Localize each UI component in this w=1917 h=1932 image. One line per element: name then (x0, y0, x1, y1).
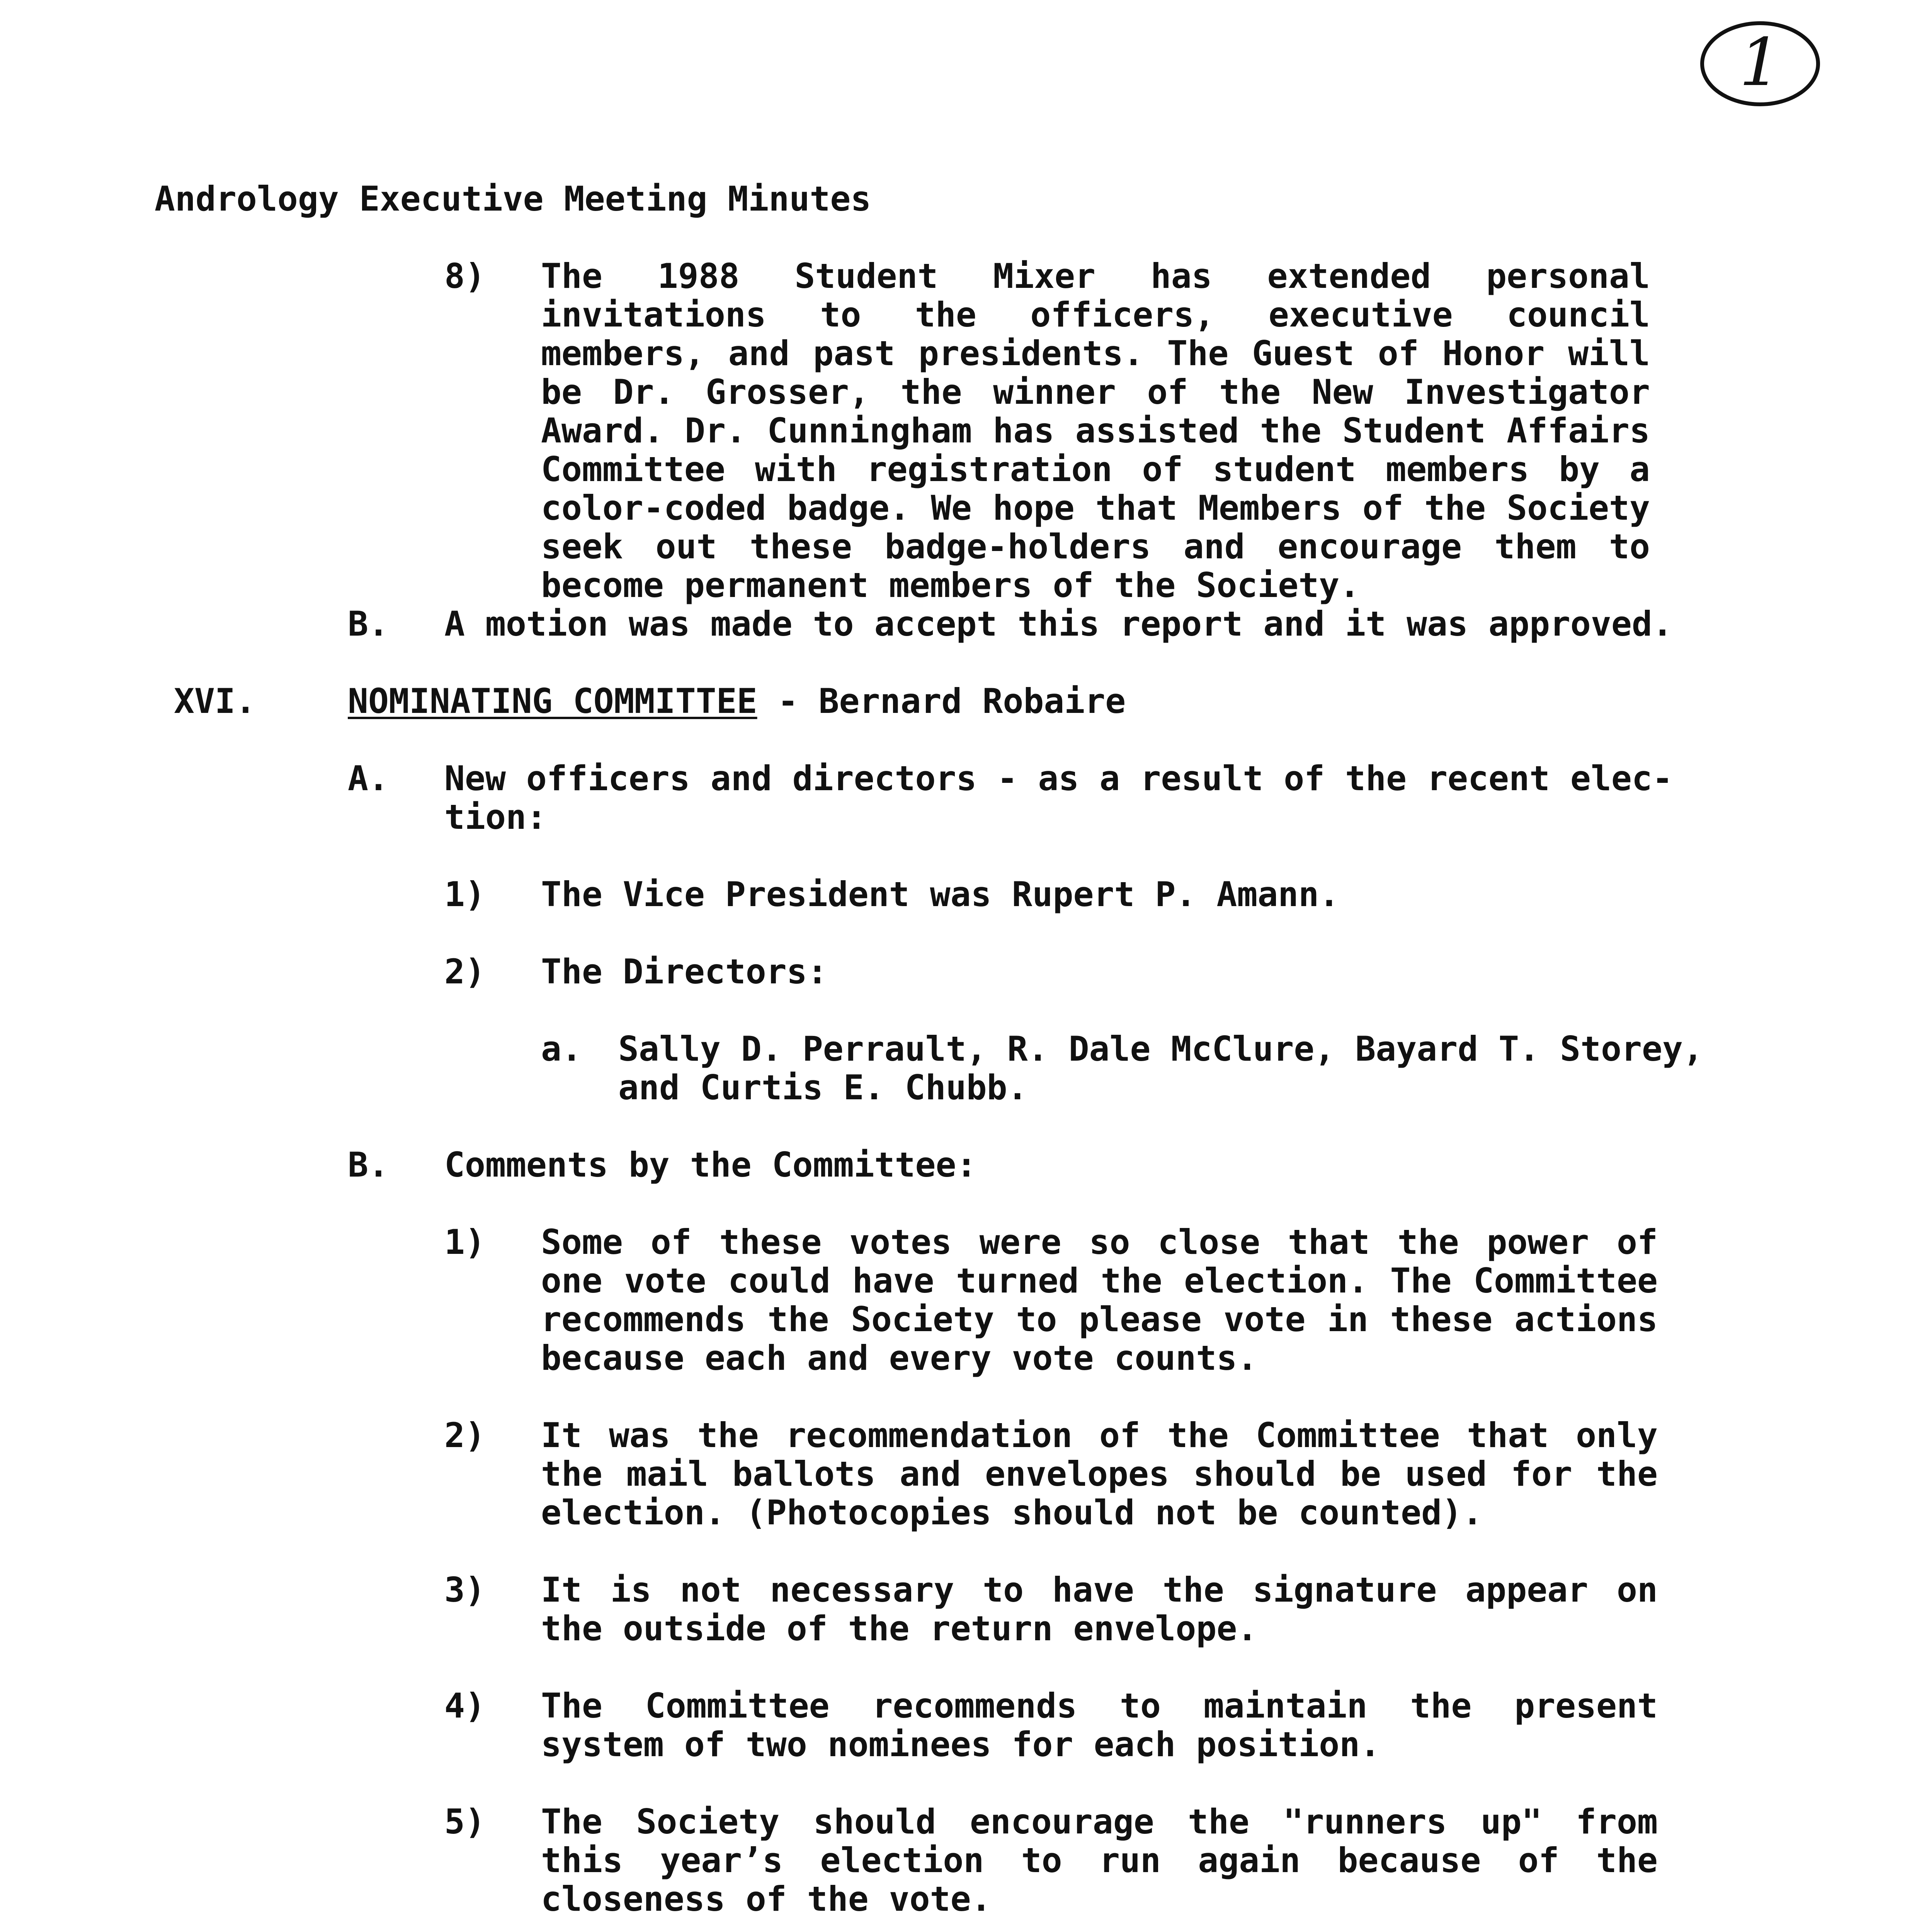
item-number: 4) (444, 1686, 485, 1726)
item-text: The 1988 Student Mixer has extended personal invitations to the officers, executive council members, and past presidents. The Guest of Honor will be Dr. Grosser, the winner of the New Investigator Award. Dr. Cunningham has assisted the Student Affairs Committee with registration of student members by a color-coded badge. We hope that Members of the Society seek out these badge-holders and encourage them to become permanent members of the Society. (541, 256, 1650, 605)
section-heading (348, 682, 1126, 721)
item-number: 8) (444, 256, 485, 296)
subsection-text: Comments by the Committee: (444, 1145, 977, 1185)
item-text: Some of these votes were so close that the power of one vote could have turned the election. The Committee recommends the Society to please vote in these actions because each and every vote counts. (541, 1222, 1658, 1378)
motion-label: B. (348, 604, 389, 644)
item-text: The Directors: (541, 952, 828, 992)
subsection-text-line1: New officers and directors - as a result of the recent elec- (444, 759, 1673, 798)
sub-item-text-line1: Sally D. Perrault, R. Dale McClure, Bayard T. Storey, (618, 1029, 1703, 1069)
item-text: It was the recommendation of the Committee that only the mail ballots and envelopes should be used for the election. (Photocopies should not be counted). (541, 1415, 1658, 1532)
item-text: The Committee recommends to maintain the present system of two nominees for each position. (541, 1686, 1658, 1764)
item-text: It is not necessary to have the signature appear on the outside of the return envelope. (541, 1570, 1658, 1648)
item-number: 1) (444, 1222, 485, 1262)
item-text: The Society should encourage the "runners up" from this year’s election to run again because of the closeness of the vote. (541, 1802, 1658, 1919)
sub-item-text-line2: and Curtis E. Chubb. (618, 1068, 1028, 1107)
subsection-label: B. (348, 1145, 389, 1185)
subsection-text-line2: tion: (444, 797, 547, 837)
section-title: NOMINATING COMMITTEE (348, 681, 757, 721)
circled-page-mark (1696, 15, 1824, 112)
item-number: 2) (444, 1415, 485, 1455)
motion-text: A motion was made to accept this report and it was approved. (444, 604, 1673, 644)
subsection-label: A. (348, 759, 389, 798)
svg-text:1: 1 (1739, 24, 1781, 101)
sub-item-label: a. (541, 1029, 582, 1069)
section-chair: - Bernard Robaire (757, 681, 1126, 721)
section-number: XVI. (174, 681, 256, 721)
item-number: 2) (444, 952, 485, 992)
document-header-title: Andrology Executive Meeting Minutes (155, 179, 871, 219)
item-number: 1) (444, 874, 485, 914)
item-number: 3) (444, 1570, 485, 1610)
item-number: 5) (444, 1802, 485, 1842)
item-text: The Vice President was Rupert P. Amann. (541, 874, 1340, 914)
